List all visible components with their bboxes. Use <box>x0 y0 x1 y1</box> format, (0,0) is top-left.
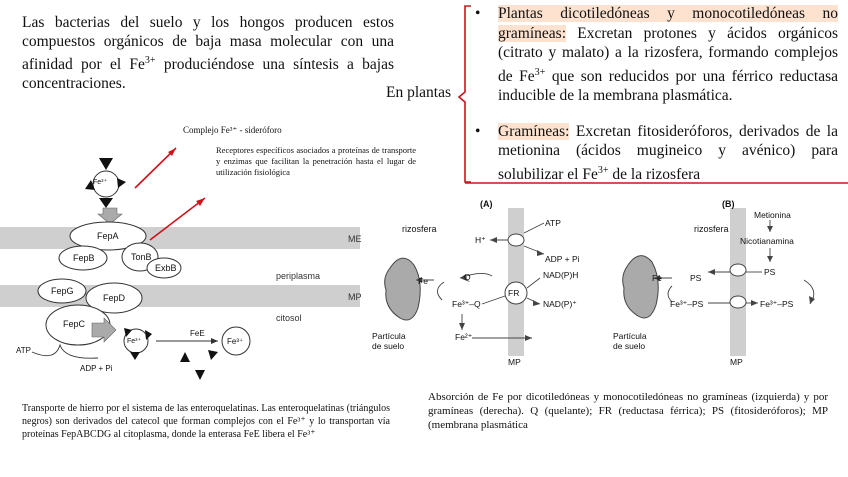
panel-a-letter: (A) <box>480 199 493 209</box>
fepa-label: FepA <box>97 231 119 241</box>
panel-a-fe: Fe <box>418 276 428 286</box>
panel-a-h-plus: H⁺ <box>475 235 486 245</box>
enterochelin-diagram <box>0 130 372 400</box>
tonb-label: TonB <box>131 252 152 262</box>
mp-label: MP <box>348 292 362 302</box>
me-label: ME <box>348 234 362 244</box>
bullet-sup: 3+ <box>534 66 546 78</box>
fepd-label: FepD <box>103 293 126 303</box>
bullet-highlight: Plantas dicotiledóneas y monocotiledóneas no gramíneas: <box>498 5 838 42</box>
fepc-label: FepC <box>63 319 86 329</box>
panel-a-nadph: NAD(P)H <box>543 270 579 280</box>
citosol-label: citosol <box>276 313 302 323</box>
bullet-text: de la rizosfera <box>608 165 701 183</box>
panel-a-q: Q <box>464 272 471 282</box>
panel-a-adp: ADP + Pi <box>545 254 580 264</box>
right-figure-caption: Absorción de Fe por dicotiledóneas y monocotiledóneas no gramíneas (izquierda) y por gramíneas (derecha). Q (quelante); FR (reductasa férrica); PS (fitosideróforos); MP (membrana plasmática <box>428 391 828 431</box>
left-figure-caption: Transporte de hierro por el sistema de las enteroquelatinas. Las enteroquelatinas (triángulos negros) son derivados del catecol que forman complejos con el Fe³⁺ y lo transportan vía proteínas FepABCDG al citoplasma, donde la enterasa FeE libera el Fe³⁺ <box>22 403 390 440</box>
atp-label: ATP <box>16 346 31 355</box>
panel-b-rizosfera: rizosfera <box>694 224 729 234</box>
panel-b-membrane <box>730 208 746 356</box>
panel-a-fe3q: Fe³⁺–Q <box>452 299 481 309</box>
bullet-dicots <box>470 4 838 106</box>
panel-b-ps-right: PS <box>764 267 776 277</box>
panel-a-nadp: NAD(P)⁺ <box>543 299 577 309</box>
panel-b-fe3ps-left: Fe³⁺–PS <box>670 299 704 309</box>
panel-b-letter: (B) <box>722 199 735 209</box>
panel-b-ps-left: PS <box>690 273 702 283</box>
exbb-label: ExbB <box>155 263 177 273</box>
bullet-text: Excretan fitosideróforos, derivados de la metionina (ácidos mugineico y avénico) para solubilizar el Fe <box>498 122 838 183</box>
panel-a-fe2: Fe²⁺ <box>455 332 473 342</box>
panel-b-particle: Partícula de suelo <box>613 331 647 351</box>
panel-b-fe3ps-right: Fe³⁺–PS <box>760 299 794 309</box>
panel-a-fr: FR <box>508 288 520 298</box>
bullet-list <box>470 4 838 184</box>
panel-a-atp: ATP <box>545 218 561 228</box>
fee-label: FeE <box>190 329 205 338</box>
panel-b-fe: Fe <box>652 273 662 283</box>
fepb-label: FepB <box>73 253 95 263</box>
en-plantas-label: En plantas <box>386 84 451 101</box>
intro-sup: 3+ <box>144 55 156 66</box>
bullet-highlight: Gramíneas: <box>498 122 570 140</box>
bullet-sup: 3+ <box>597 164 609 176</box>
adp-label: ADP + Pi <box>80 364 113 373</box>
outer-membrane <box>0 227 360 249</box>
panel-b-nicotianamina: Nicotianamina <box>740 236 794 246</box>
bullet-text: que son reducidos por una férrico reductasa inducible de la membrana plasmática. <box>498 67 838 105</box>
bullet-dot: • <box>475 122 481 140</box>
fe3-inner-label: Fe³⁺ <box>127 338 142 345</box>
panel-b-mp: MP <box>730 357 743 367</box>
panel-b-metionina: Metionina <box>754 210 791 220</box>
receptores-label: Receptores específicos asociados a proteínas de transporte y enzimas que facilitan la penetración hasta el lugar de utilización fisiológica <box>216 145 416 177</box>
intro-text-1: Las bacterias del suelo y los hongos producen estos compuestos orgánicos de baja masa molecular con una afinidad por el Fe <box>22 14 394 74</box>
bullet-text: Excretan protones y ácidos orgánicos (citrato y malato) a la rizosfera, formando complejos de Fe <box>498 24 838 85</box>
intro-paragraph <box>22 13 394 93</box>
periplasma-label: periplasma <box>276 271 321 281</box>
intro-text-2: produciéndose una síntesis a bajas concentraciones. <box>22 56 395 93</box>
bullet-dot: • <box>475 5 481 22</box>
fe3-out-label: Fe³⁺ <box>227 337 244 346</box>
panel-a-particle: Partícula de suelo <box>372 331 406 351</box>
complejo-label: Complejo Fe³⁺ - sideróforo <box>183 125 282 135</box>
bullet-gramineas <box>470 122 838 185</box>
panel-a-rizosfera: rizosfera <box>402 224 437 234</box>
fe3-top-label: Fe³⁺ <box>93 179 108 186</box>
panel-a-mp: MP <box>508 357 521 367</box>
fepg-label: FepG <box>51 286 74 296</box>
